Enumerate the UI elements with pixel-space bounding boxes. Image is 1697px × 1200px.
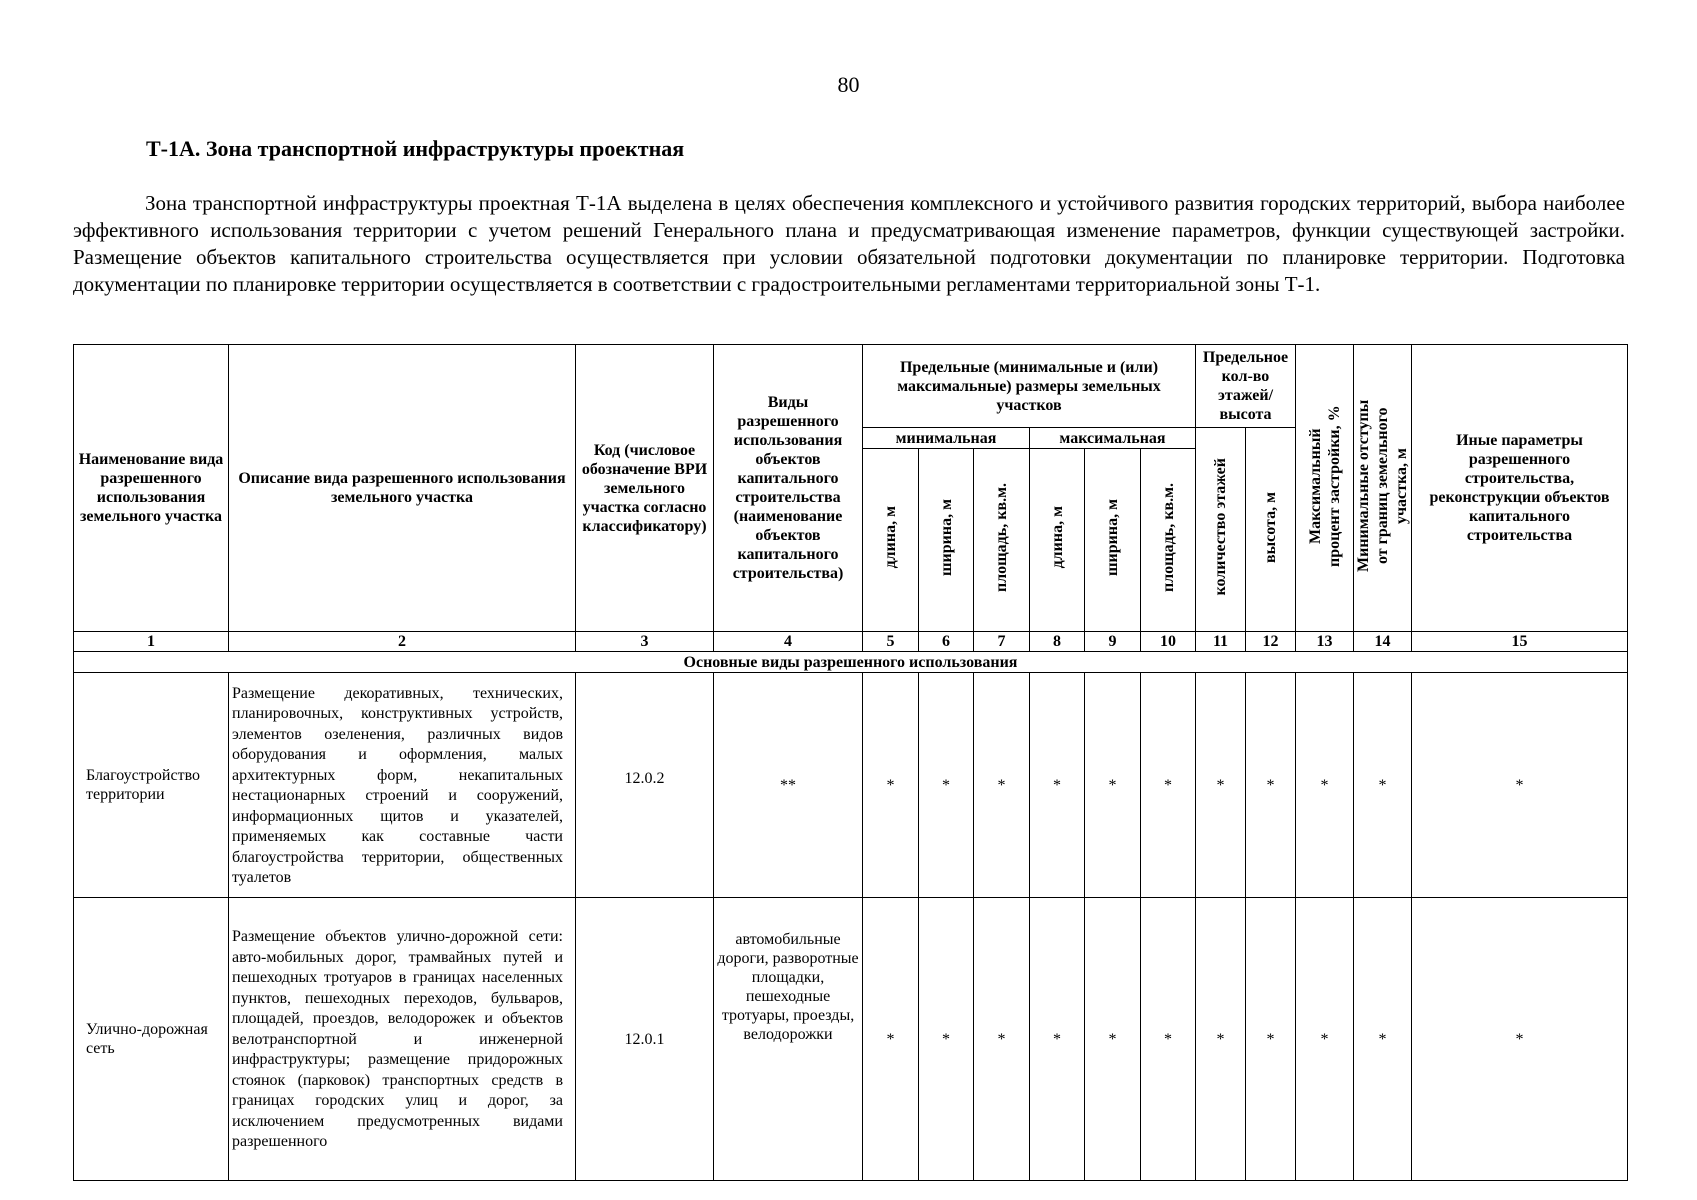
header-min-length: длина, м [863, 449, 919, 632]
value-cell: * [1141, 673, 1196, 898]
value-cell: * [1296, 673, 1354, 898]
header-min-group: минимальная [863, 428, 1030, 449]
header-min-width: ширина, м [919, 449, 974, 632]
header-name: Наименование вида разрешенного использования земельного участка [74, 345, 229, 632]
header-floors-height: Предельное кол-во этажей/ высота [1196, 345, 1296, 428]
value-cell: * [974, 673, 1030, 898]
row-name: Благоустройство территории [74, 673, 229, 898]
value-cell: * [919, 673, 974, 898]
header-max-group: максимальная [1030, 428, 1196, 449]
header-max-percent: Максимальный процент застройки, % [1296, 345, 1354, 632]
value-cell: * [1296, 898, 1354, 1181]
row-code: 12.0.2 [576, 673, 714, 898]
table-row [74, 673, 1628, 898]
page-number: 80 [837, 72, 860, 97]
row-building-types: автомобильные дороги, разворотные площадки, пешеходные тротуары, проезды, велодорожки [714, 898, 863, 1181]
value-cell: * [1030, 898, 1085, 1181]
value-cell: * [1412, 898, 1628, 1181]
zone-description: Зона транспортной инфраструктуры проектная Т-1А выделена в целях обеспечения комплексного и устойчивого развития городских территорий, выбора наиболее эффективного использования территории с учетом решений Генерального плана и предусматривающая изменение параметров, функции существующей застройки. Размещение объектов капитального строительства осуществляется при условии обязательной подготовки документации по планировке территории. Подготовка документации по планировке территории осуществляется в соответствии с градостроительными регламентами территориальной зоны Т-1. [73, 191, 1625, 296]
header-building-types: Виды разрешенного использования объектов капитального строительства (наименование объектов капитального строительства) [714, 345, 863, 632]
column-number: 13 [1296, 632, 1354, 652]
value-cell: * [1141, 898, 1196, 1181]
column-number: 4 [714, 632, 863, 652]
header-height: высота, м [1246, 428, 1296, 632]
value-cell: * [1246, 898, 1296, 1181]
header-min-setback: Минимальные отступы от границ земельного участка, м [1354, 345, 1412, 632]
column-number: 15 [1412, 632, 1628, 652]
header-min-area: площадь, кв.м. [974, 449, 1030, 632]
column-number: 6 [919, 632, 974, 652]
regulations-table [73, 344, 1628, 1181]
column-number: 14 [1354, 632, 1412, 652]
column-number: 3 [576, 632, 714, 652]
column-number: 2 [229, 632, 576, 652]
column-number: 11 [1196, 632, 1246, 652]
value-cell: * [1354, 898, 1412, 1181]
header-floors-count: количество этажей [1196, 428, 1246, 632]
column-number: 12 [1246, 632, 1296, 652]
value-cell: * [1354, 673, 1412, 898]
value-cell: * [919, 898, 974, 1181]
value-cell: * [1085, 898, 1141, 1181]
row-description: Размещение декоративных, технических, планировочных, конструктивных устройств, элементов озеленения, различных видов оборудования и оформления, малых архитектурных форм, некапитальных нестационарных строений и сооружений, информационных щитов и указателей, применяемых как составные части благоустройства территории, общественных туалетов [229, 673, 576, 898]
column-number: 7 [974, 632, 1030, 652]
row-code: 12.0.1 [576, 898, 714, 1181]
header-max-length: длина, м [1030, 449, 1085, 632]
column-number: 10 [1141, 632, 1196, 652]
header-code: Код (числовое обозначение ВРИ земельного участка согласно классификатору) [576, 345, 714, 632]
column-number: 1 [74, 632, 229, 652]
header-plot-sizes: Предельные (минимальные и (или) максимальные) размеры земельных участков [863, 345, 1196, 428]
row-name: Улично-дорожная сеть [74, 898, 229, 1181]
column-number: 5 [863, 632, 919, 652]
header-description: Описание вида разрешенного использования земельного участка [229, 345, 576, 632]
column-number-row [74, 632, 1628, 652]
column-number: 9 [1085, 632, 1141, 652]
header-max-area: площадь, кв.м. [1141, 449, 1196, 632]
value-cell: * [974, 898, 1030, 1181]
value-cell: * [1412, 673, 1628, 898]
value-cell: * [1246, 673, 1296, 898]
section-title: Основные виды разрешенного использования [74, 652, 1628, 673]
header-other-params: Иные параметры разрешенного строительства, реконструкции объектов капитального строительства [1412, 345, 1628, 632]
value-cell: * [863, 673, 919, 898]
value-cell: * [1196, 673, 1246, 898]
value-cell: * [863, 898, 919, 1181]
value-cell: * [1085, 673, 1141, 898]
row-building-types: ** [714, 673, 863, 898]
value-cell: * [1196, 898, 1246, 1181]
row-description: Размещение объектов улично-дорожной сети: авто-мобильных дорог, трамвайных путей и пешеходных тротуаров в границах населенных пунктов, пешеходных переходов, бульваров, площадей, проездов, велодорожек и объектов велотранспортной и инженерной инфраструктуры; размещение придорожных стоянок (парковок) транспортных средств в границах городских улиц и дорог, за исключением предусмотренных видами разрешенного [229, 898, 576, 1181]
table-row [74, 898, 1628, 1181]
column-number: 8 [1030, 632, 1085, 652]
zone-title: Т-1А. Зона транспортной инфраструктуры проектная [146, 136, 685, 161]
value-cell: * [1030, 673, 1085, 898]
header-max-width: ширина, м [1085, 449, 1141, 632]
